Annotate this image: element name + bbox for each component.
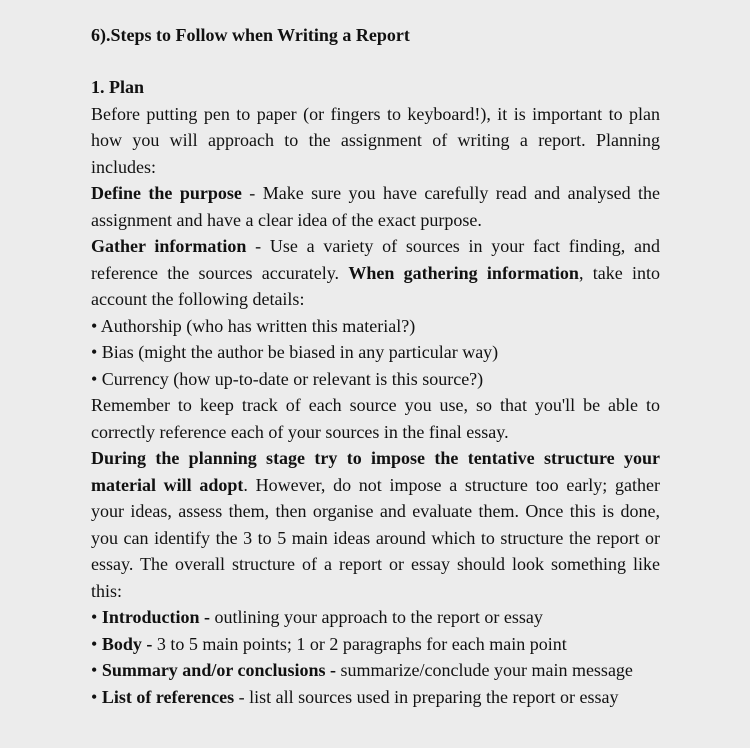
gather-information-text-2: , take into account the following details:	[91, 262, 660, 309]
section-title: 1. Plan	[91, 77, 145, 97]
planning-stage-bold: During the planning stage try to impose the tentative structure your material will adopt	[91, 448, 660, 495]
structure-term: Body -	[101, 633, 153, 654]
bullet: •	[91, 660, 102, 680]
blank-line	[91, 48, 660, 74]
planning-stage-text: . However, do not impose a structure too early; gather your ideas, assess them, then organise and evaluate them. Once this is done, you can identify the 3 to 5 main ideas around which to structure the report or essay. The overall structure of a report or essay should look something like this:	[91, 474, 660, 601]
structure-item-body	[91, 631, 660, 658]
structure-term: Summary and/or conclusions -	[101, 660, 337, 680]
define-purpose-paragraph	[91, 180, 660, 233]
page-title: 6).Steps to Follow when Writing a Report	[91, 25, 410, 45]
structure-text: - list all sources used in preparing the report or essay	[234, 686, 619, 707]
gather-information-term: Gather information	[91, 236, 247, 256]
gather-information-text: - Use a variety of sources in your fact finding, and reference the sources accurately.	[91, 236, 660, 283]
structure-item-references	[91, 684, 660, 711]
planning-stage-paragraph	[91, 445, 660, 604]
bullet: •	[91, 686, 102, 707]
detail-item-currency: • Currency (how up-to-date or relevant is this source?)	[91, 368, 484, 389]
gather-information-paragraph	[91, 233, 660, 313]
structure-term: Introduction -	[101, 607, 210, 627]
detail-item-authorship: • Authorship (who has written this material?)	[91, 315, 416, 336]
detail-item-bias: • Bias (might the author be biased in any particular way)	[91, 342, 499, 362]
structure-item-introduction	[91, 604, 660, 631]
structure-text: summarize/conclude your main message	[336, 660, 633, 680]
structure-term: List of references	[101, 686, 235, 707]
remember-paragraph: Remember to keep track of each source you use, so that you'll be able to correctly reference each of your sources in the final essay.	[91, 395, 660, 442]
bullet: •	[91, 633, 102, 654]
define-purpose-text: - Make sure you have carefully read and analysed the assignment and have a clear idea of the exact purpose.	[91, 183, 660, 230]
structure-text: 3 to 5 main points; 1 or 2 paragraphs for each main point	[152, 633, 567, 654]
structure-text: outlining your approach to the report or essay	[210, 607, 543, 627]
intro-paragraph: Before putting pen to paper (or fingers to keyboard!), it is important to plan how you will approach to the assignment of writing a report. Planning includes:	[91, 103, 660, 177]
define-purpose-term: Define the purpose	[91, 183, 242, 203]
structure-item-summary	[91, 657, 660, 684]
gathering-information-bold: When gathering information	[348, 262, 579, 283]
bullet: •	[91, 607, 102, 627]
